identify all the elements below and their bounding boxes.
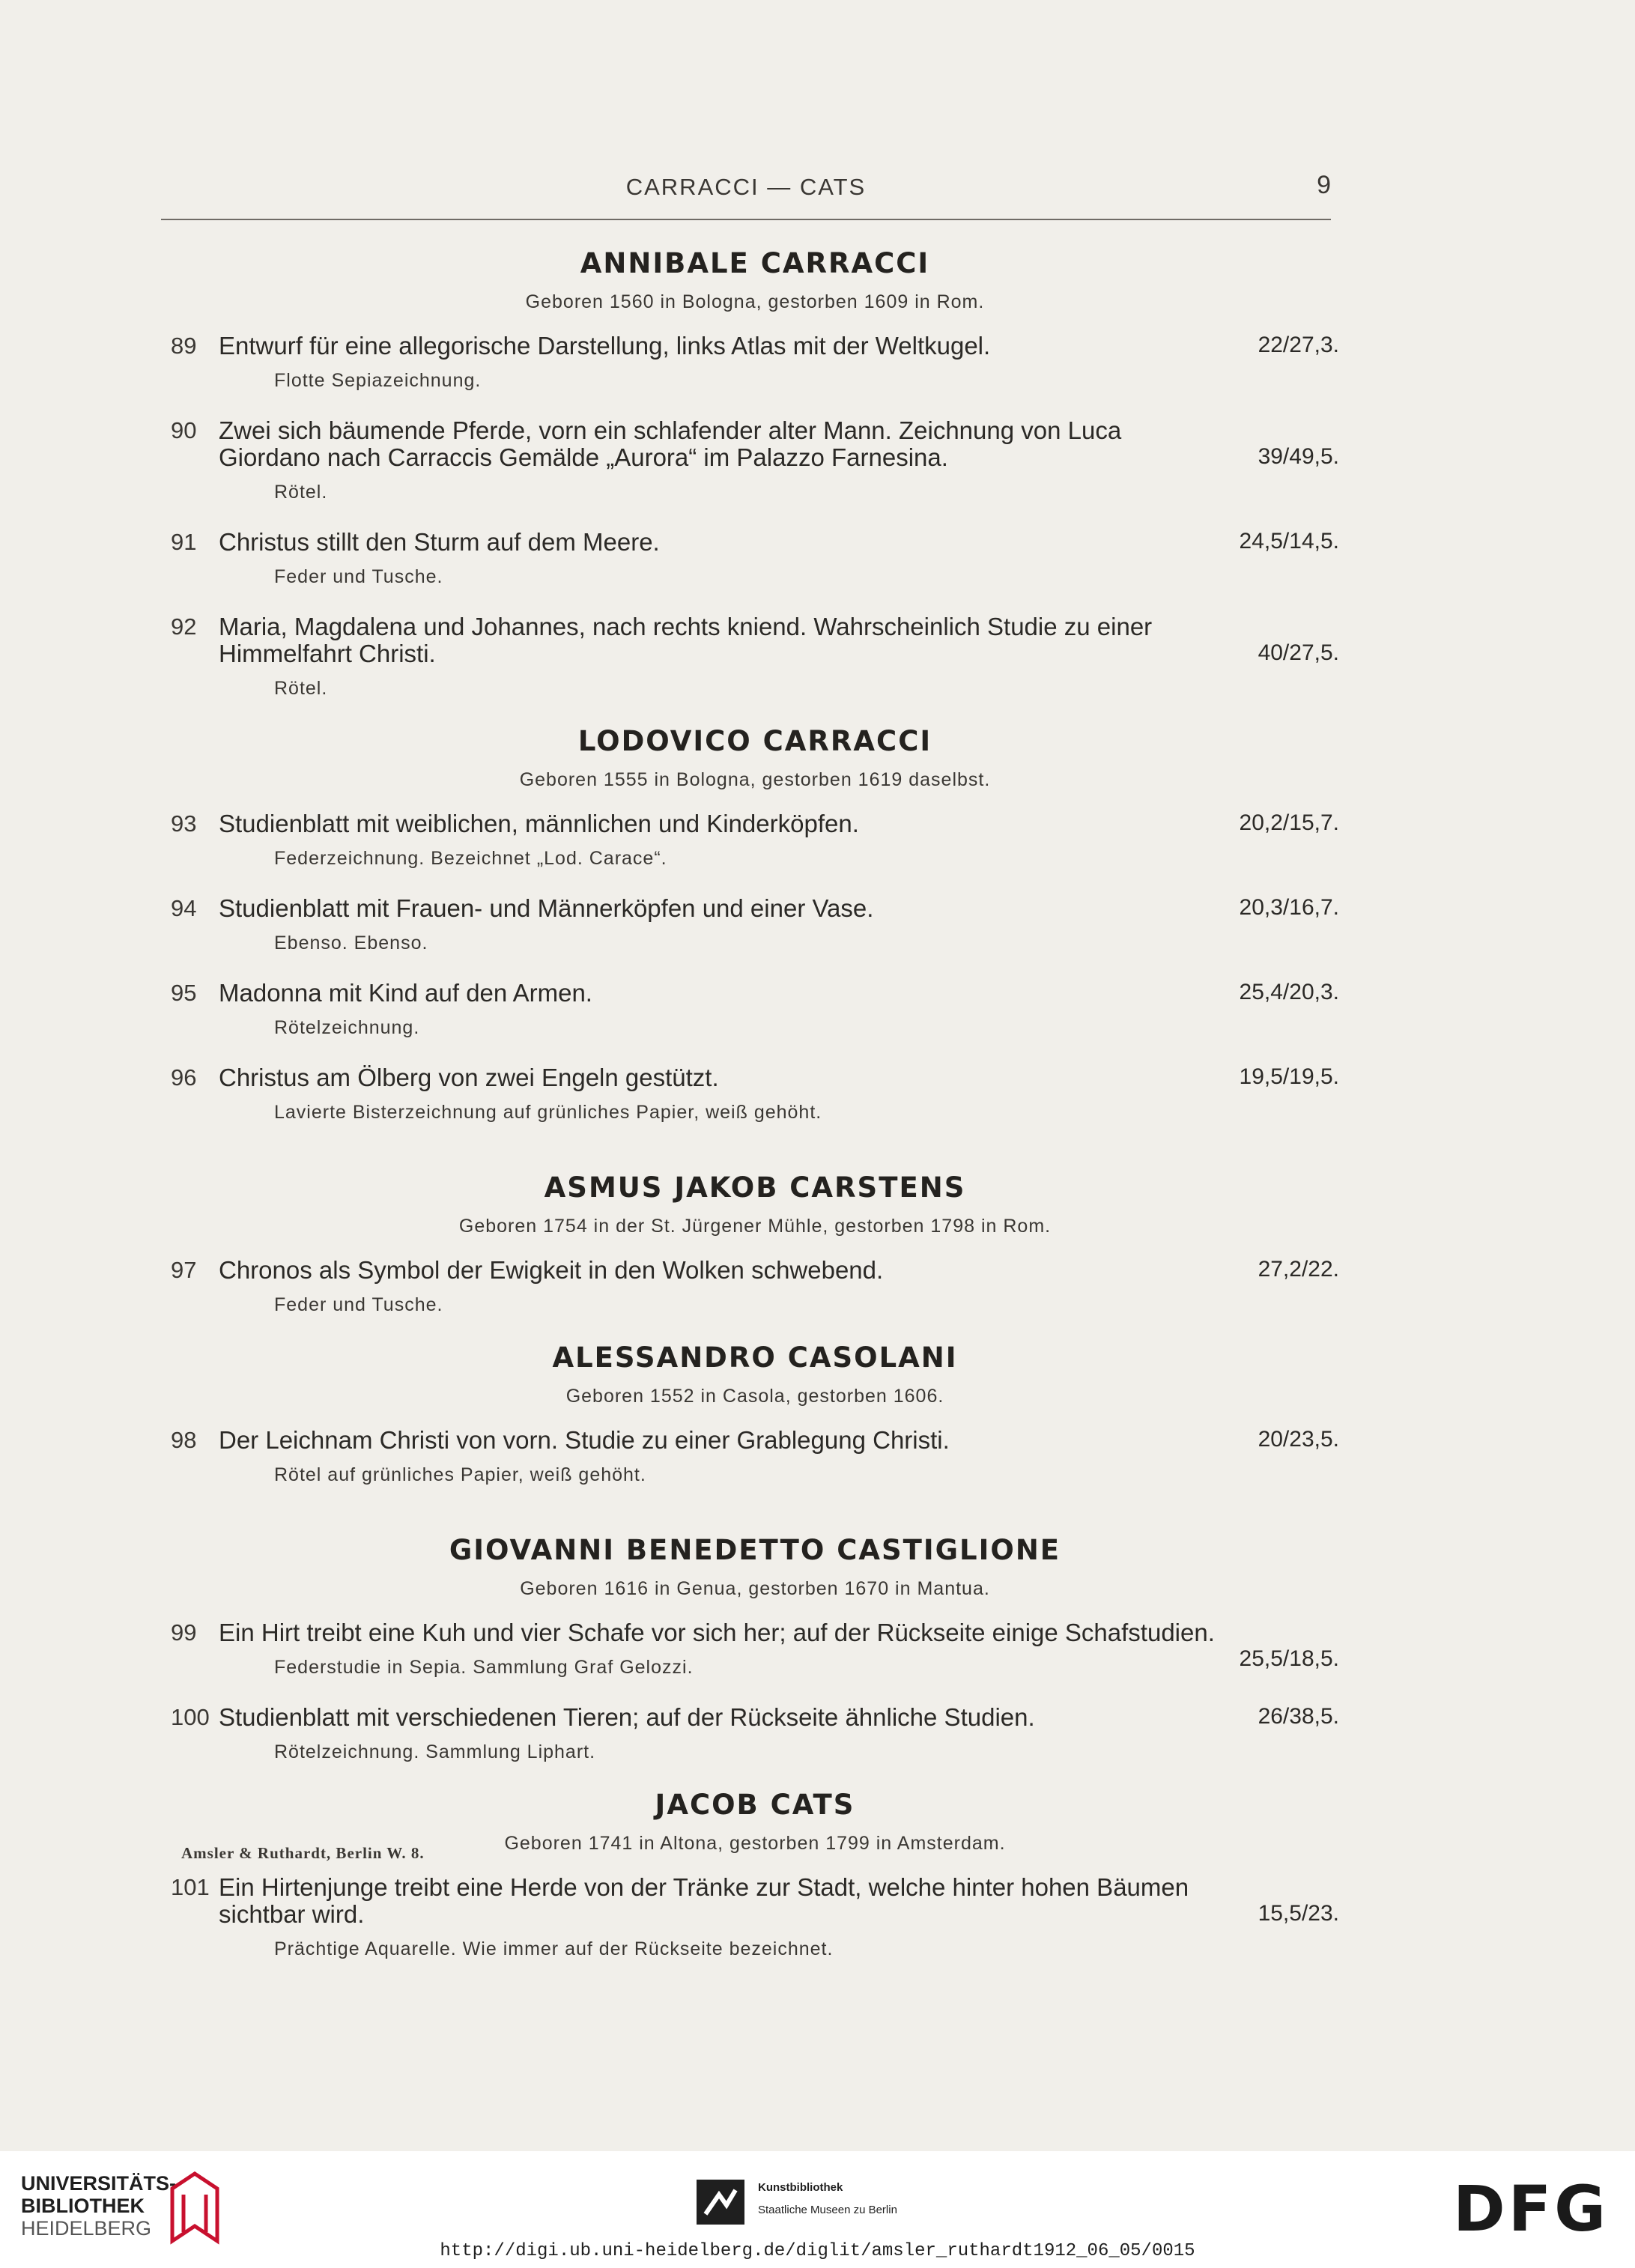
- entry-title: Entwurf für eine allegorische Darstellung, links Atlas mit der Weltkugel.: [219, 332, 991, 360]
- university-library-logo[interactable]: [21, 2172, 176, 2240]
- catalogue-entry: [171, 1619, 1339, 1679]
- catalogue-entry: [171, 980, 1339, 1039]
- artist-heading: GIOVANNI BENEDETTO CASTIGLIONE: [449, 1534, 1061, 1566]
- ub-logo-line: BIBLIOTHEK: [21, 2195, 145, 2217]
- artist-heading: ALESSANDRO CASOLANI: [552, 1341, 958, 1374]
- entry-technique: Lavierte Bisterzeichnung auf grünliches Papier, weiß gehöht.: [274, 1102, 822, 1123]
- artist-section: [171, 1171, 1339, 1316]
- entry-number: 92: [171, 613, 197, 640]
- permalink-url[interactable]: http://digi.ub.uni-heidelberg.de/diglit/amsler_ruthardt1912_06_05/0015: [440, 2241, 1195, 2261]
- artist-life-dates: Geboren 1560 in Bologna, gestorben 1609 in Rom.: [525, 291, 985, 312]
- entry-technique: Rötelzeichnung.: [274, 1017, 420, 1038]
- publisher-imprint: Amsler & Ruthardt, Berlin W. 8.: [181, 1844, 425, 1862]
- artist-section: [171, 1534, 1339, 1763]
- entry-title: Ein Hirt treibt eine Kuh und vier Schafe vor sich her; auf der Rückseite einige Schafstudien.: [219, 1619, 1215, 1646]
- catalogue-entry: [171, 1427, 1339, 1486]
- catalogue-entry: [171, 1704, 1339, 1763]
- entry-technique: Ebenso. Ebenso.: [274, 933, 428, 953]
- artist-life-dates: Geboren 1616 in Genua, gestorben 1670 in Mantua.: [520, 1578, 990, 1599]
- page-header: [161, 171, 1331, 220]
- kunstbibliothek-logo-text[interactable]: [758, 2177, 897, 2222]
- artist-heading: ASMUS JAKOB CARSTENS: [544, 1171, 966, 1204]
- artist-heading: JACOB CATS: [655, 1789, 855, 1821]
- entry-number: 98: [171, 1427, 197, 1453]
- viewer-footer: [0, 2151, 1635, 2268]
- kb-logo-line: Staatliche Museen zu Berlin: [758, 2204, 897, 2216]
- catalogue-content: [171, 247, 1339, 1986]
- entry-dimensions: 15,5/23.: [1258, 1901, 1339, 1926]
- artist-section: [171, 725, 1339, 1124]
- kb-logo-line: Kunstbibliothek: [758, 2181, 843, 2194]
- entry-dimensions: 39/49,5.: [1258, 444, 1339, 469]
- catalogue-entry: [171, 1874, 1339, 1960]
- entry-technique: Flotte Sepiazeichnung.: [274, 370, 482, 391]
- entry-number: 93: [171, 810, 197, 837]
- entry-dimensions: 40/27,5.: [1258, 640, 1339, 665]
- entry-technique: Feder und Tusche.: [274, 1294, 443, 1315]
- entry-title: Der Leichnam Christi von vorn. Studie zu einer Grablegung Christi.: [219, 1426, 950, 1454]
- entry-title: Studienblatt mit weiblichen, männlichen und Kinderköpfen.: [219, 810, 859, 837]
- entry-title: Madonna mit Kind auf den Armen.: [219, 979, 592, 1007]
- kunstbibliothek-logo-icon: [697, 2180, 744, 2225]
- entry-number: 99: [171, 1619, 197, 1646]
- entry-dimensions: 20,2/15,7.: [1239, 810, 1339, 835]
- catalogue-entry: [171, 529, 1339, 588]
- catalogue-entry: [171, 417, 1339, 503]
- entry-technique: Feder und Tusche.: [274, 566, 443, 587]
- entry-technique: Rötel auf grünliches Papier, weiß gehöht.: [274, 1464, 646, 1485]
- catalogue-entry: [171, 333, 1339, 392]
- ub-logo-icon: [165, 2166, 225, 2249]
- entry-dimensions: 22/27,3.: [1258, 333, 1339, 357]
- running-title: CARRACCI — CATS: [625, 174, 867, 200]
- artist-life-dates: Geboren 1754 in der St. Jürgener Mühle, gestorben 1798 in Rom.: [458, 1216, 1052, 1237]
- page-number: 9: [1317, 171, 1331, 199]
- catalogue-entry: [171, 613, 1339, 700]
- entry-number: 91: [171, 529, 197, 555]
- entry-technique: Prächtige Aquarelle. Wie immer auf der Rückseite bezeichnet.: [274, 1938, 834, 1959]
- entry-dimensions: 20/23,5.: [1258, 1427, 1339, 1452]
- entry-title: Christus stillt den Sturm auf dem Meere.: [219, 528, 660, 556]
- entry-title: Maria, Magdalena und Johannes, nach rechts kniend. Wahrscheinlich Studie zu einer Himmelfahrt Christi.: [219, 613, 1153, 667]
- entry-title: Ein Hirtenjunge treibt eine Herde von der Tränke zur Stadt, welche hinter hohen Bäumen sichtbar wird.: [219, 1873, 1189, 1928]
- artist-life-dates: Geboren 1555 in Bologna, gestorben 1619 daselbst.: [519, 769, 991, 790]
- catalogue-entry: [171, 1064, 1339, 1124]
- dfg-logo[interactable]: DFG: [1453, 2172, 1610, 2246]
- entry-technique: Rötelzeichnung. Sammlung Liphart.: [274, 1741, 596, 1762]
- artist-section: [171, 1789, 1339, 1960]
- entry-number: 95: [171, 980, 197, 1006]
- entry-dimensions: 27,2/22.: [1258, 1257, 1339, 1282]
- entry-dimensions: 19,5/19,5.: [1239, 1064, 1339, 1089]
- entry-technique: Federstudie in Sepia. Sammlung Graf Gelozzi.: [274, 1657, 694, 1678]
- entry-number: 100: [171, 1704, 210, 1730]
- ub-logo-line: HEIDELBERG: [21, 2217, 152, 2240]
- entry-technique: Rötel.: [274, 482, 328, 503]
- entry-title: Chronos als Symbol der Ewigkeit in den Wolken schwebend.: [219, 1256, 884, 1284]
- artist-life-dates: Geboren 1741 in Altona, gestorben 1799 in Amsterdam.: [504, 1833, 1006, 1854]
- entry-title: Zwei sich bäumende Pferde, vorn ein schlafender alter Mann. Zeichnung von Luca Giordano nach Carraccis Gemälde „Aurora“ im Palazzo Farnesina.: [219, 416, 1122, 471]
- artist-section: [171, 1341, 1339, 1486]
- artist-heading: ANNIBALE CARRACCI: [580, 247, 930, 279]
- entry-title: Studienblatt mit Frauen- und Männerköpfen und einer Vase.: [219, 894, 874, 922]
- catalogue-entry: [171, 810, 1339, 870]
- artist-section: [171, 247, 1339, 700]
- entry-technique: Federzeichnung. Bezeichnet „Lod. Carace“.: [274, 848, 667, 869]
- artist-life-dates: Geboren 1552 in Casola, gestorben 1606.: [565, 1386, 944, 1407]
- entry-dimensions: 25,4/20,3.: [1239, 980, 1339, 1004]
- catalogue-entry: [171, 1257, 1339, 1316]
- entry-number: 96: [171, 1064, 197, 1091]
- entry-number: 101: [171, 1874, 210, 1900]
- entry-title: Studienblatt mit verschiedenen Tieren; auf der Rückseite ähnliche Studien.: [219, 1703, 1035, 1731]
- entry-number: 97: [171, 1257, 197, 1283]
- ub-logo-line: UNIVERSITÄTS-: [21, 2172, 177, 2195]
- entry-title: Christus am Ölberg von zwei Engeln gestützt.: [219, 1064, 719, 1091]
- entry-number: 94: [171, 895, 197, 921]
- entry-number: 90: [171, 417, 197, 443]
- catalogue-entry: [171, 895, 1339, 954]
- entry-dimensions: 24,5/14,5.: [1239, 529, 1339, 554]
- entry-dimensions: 26/38,5.: [1258, 1704, 1339, 1729]
- entry-technique: Rötel.: [274, 678, 328, 699]
- artist-heading: LODOVICO CARRACCI: [577, 725, 932, 757]
- entry-dimensions: 25,5/18,5.: [1239, 1646, 1339, 1671]
- entry-number: 89: [171, 333, 197, 359]
- entry-dimensions: 20,3/16,7.: [1239, 895, 1339, 920]
